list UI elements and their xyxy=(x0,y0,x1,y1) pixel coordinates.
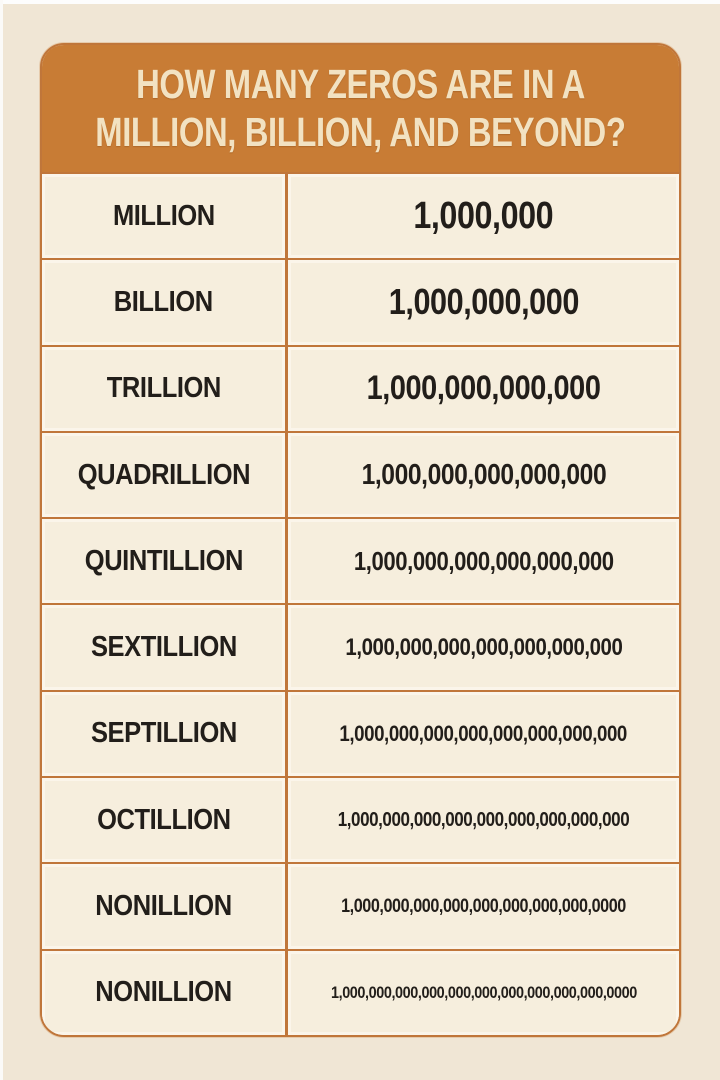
title-line-1: HOW MANY ZEROS ARE IN A xyxy=(136,60,585,107)
number-name: SEPTILLION xyxy=(90,717,237,750)
number-name: NONILLION xyxy=(95,890,232,923)
number-name-cell xyxy=(42,778,288,862)
table-row xyxy=(42,172,679,258)
number-name-cell xyxy=(42,864,288,948)
table-row xyxy=(42,949,679,1035)
title-banner xyxy=(42,45,679,172)
number-value: 1,000,000,000,000,000,000,000,000,000 xyxy=(337,808,630,831)
number-name-cell xyxy=(42,347,288,431)
number-value-cell xyxy=(288,692,679,776)
number-value-cell xyxy=(288,864,679,948)
number-name-cell xyxy=(42,260,288,344)
number-value-cell xyxy=(288,347,679,431)
table-row xyxy=(42,517,679,603)
number-value-cell xyxy=(288,778,679,862)
number-name: SEXTILLION xyxy=(90,631,237,664)
number-value-cell xyxy=(288,605,679,689)
table-row xyxy=(42,862,679,948)
number-name: TRILLION xyxy=(106,372,221,405)
number-name-cell xyxy=(42,692,288,776)
number-value: 1,000,000,000,000,000,000,000,000,0000 xyxy=(341,895,626,917)
table-row xyxy=(42,603,679,689)
image-edge-left xyxy=(0,0,3,1080)
number-value-cell xyxy=(288,519,679,603)
table-row xyxy=(42,258,679,344)
title-line-2: MILLION, BILLION, AND BEYOND? xyxy=(95,108,626,155)
table-row xyxy=(42,776,679,862)
number-value: 1,000,000,000,000,000,000,000 xyxy=(345,633,622,661)
number-name-cell xyxy=(42,605,288,689)
number-value: 1,000,000,000,000,000,000,000,000 xyxy=(339,720,628,746)
table-row xyxy=(42,690,679,776)
number-value: 1,000,000,000,000 xyxy=(366,369,601,408)
zeros-infographic-card xyxy=(40,43,681,1037)
number-value-cell xyxy=(288,951,679,1035)
number-value-cell xyxy=(288,260,679,344)
table-row xyxy=(42,345,679,431)
number-name: MILLION xyxy=(112,199,215,232)
zeros-table xyxy=(42,172,679,1035)
number-value: 1,000,000 xyxy=(413,194,554,237)
number-value: 1,000,000,000 xyxy=(388,281,579,323)
number-value: 1,000,000,000,000,000,000 xyxy=(353,545,614,576)
number-name: OCTILLION xyxy=(96,803,231,836)
number-name: QUADRILLION xyxy=(77,458,250,491)
number-value-cell xyxy=(288,174,679,258)
number-value: 1,000,000,000,000,000 xyxy=(361,458,606,491)
image-edge-top xyxy=(0,0,720,4)
number-name-cell xyxy=(42,433,288,517)
table-row xyxy=(42,431,679,517)
number-value: 1,000,000,000,000,000,000,000,000,000,000,0000 xyxy=(330,982,637,1002)
number-name-cell xyxy=(42,174,288,258)
number-name: BILLION xyxy=(114,285,213,318)
number-name-cell xyxy=(42,519,288,603)
number-name-cell xyxy=(42,951,288,1035)
number-name: NONILLION xyxy=(95,976,232,1009)
number-name: QUINTILLION xyxy=(84,544,243,577)
number-value-cell xyxy=(288,433,679,517)
